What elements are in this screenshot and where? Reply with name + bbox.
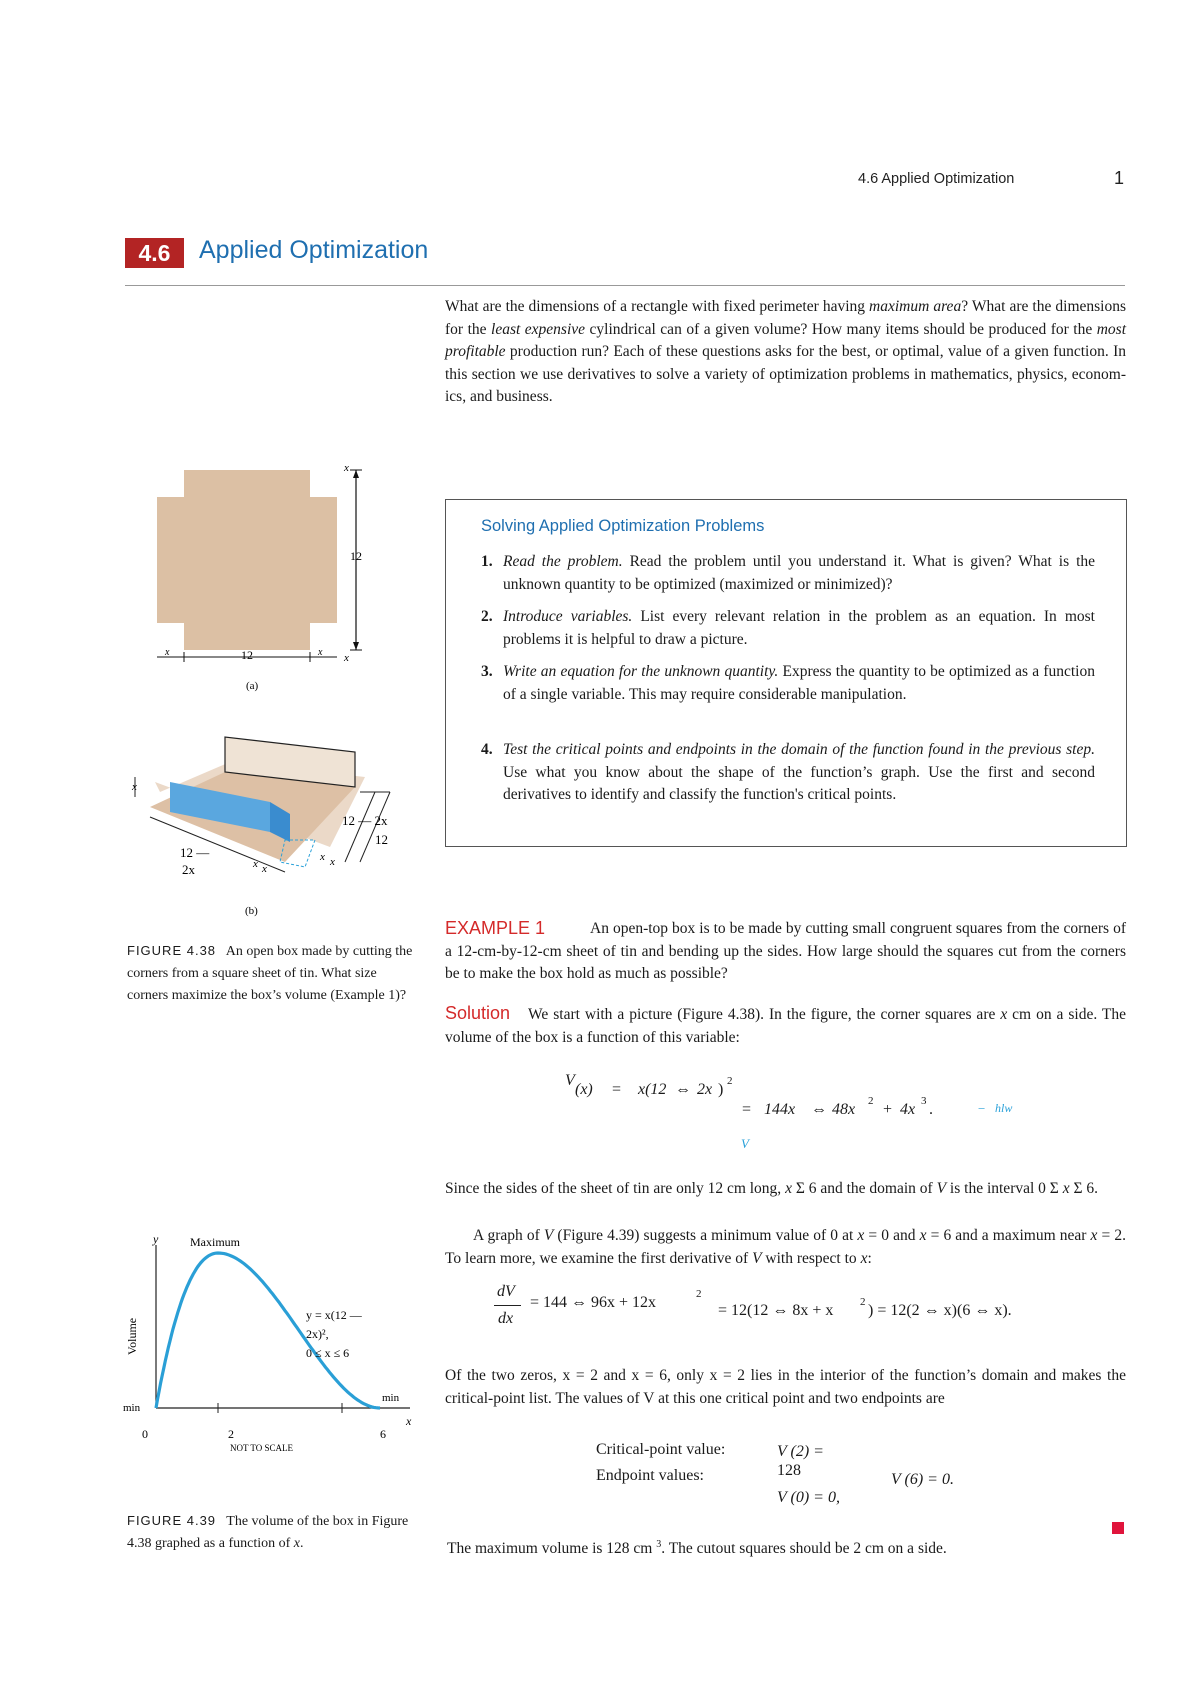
step-text: Use what you know about the shape of the function’s graph. Use the first and second derivatives to identify and classify the function's critical points.: [503, 763, 1095, 803]
label-x3: x: [320, 851, 325, 863]
p-text: is the interval 0 Σ: [946, 1180, 1063, 1197]
step-lead: Write an equation for the unknown quantity.: [503, 663, 779, 680]
step-number: 1.: [481, 553, 493, 570]
step-text: List every relevant relation in the problem as an equation. In most problems it is helpful to draw a picture.: [503, 608, 1095, 648]
deriv-rhs3: ) = 12(2 ⇔ x)(6 ⇔ x).: [868, 1302, 1012, 1319]
intro-emph-1: maximum area: [869, 298, 962, 315]
running-header-title: 4.6 Applied Optimization: [858, 171, 1015, 187]
eq-V: V: [565, 1072, 575, 1089]
step-number: 4.: [481, 741, 493, 758]
endpoint-v0: V (0) = 0,: [777, 1489, 840, 1506]
procedure-step-4: [481, 739, 1095, 807]
solution-label: Solution: [445, 1003, 511, 1023]
label-x-corner: x: [344, 652, 349, 664]
intro-paragraph: [445, 296, 1126, 409]
label-x4: x: [330, 856, 335, 868]
p-var: x: [860, 1249, 868, 1267]
corner-square: [310, 470, 337, 497]
eq-exp2b: 2: [868, 1095, 874, 1107]
caption-var-x: x: [293, 1536, 301, 1551]
eq-rhs2b: 48x: [832, 1101, 856, 1118]
critical-label: Critical-point value:: [596, 1441, 726, 1458]
endpoint-label: Endpoint values:: [596, 1467, 704, 1484]
corner-square: [157, 470, 184, 497]
final-text-2: . The cutout squares should be 2 cm on a side.: [661, 1540, 947, 1558]
final-answer: [447, 1539, 947, 1558]
label-x-height: x: [132, 781, 137, 793]
intro-emph-2: least expensive: [491, 320, 586, 338]
label-x2: x: [262, 863, 267, 875]
deriv-exp2: 2: [860, 1296, 866, 1308]
x-axis-label: x: [406, 1414, 412, 1428]
critical-value: V (2) =: [777, 1443, 824, 1460]
eq-op2: ⇔: [811, 1101, 827, 1118]
end-of-example-mark: [1112, 1522, 1124, 1534]
curve-equation-2: 2x)²,: [306, 1327, 329, 1341]
eq-dot: .: [929, 1101, 933, 1118]
deriv-denominator: dx: [498, 1310, 514, 1327]
eq-dash: −: [978, 1101, 986, 1116]
figure-438-caption: [127, 940, 417, 1007]
procedure-box-title: Solving Applied Optimization Problems: [481, 517, 765, 535]
step-number: 3.: [481, 663, 493, 680]
eq-rhs1: x(12: [638, 1081, 667, 1098]
deriv-rhs2: = 12(12 ⇔ 8x + x: [718, 1302, 834, 1319]
tick-label-2: 2: [228, 1427, 234, 1441]
step-lead: Test the critical points and endpoints in the domain of the function found in the previous step.: [503, 741, 1095, 758]
example-text: An open-top box is to be made by cutting small congruent squares from the corners of a 12-cm-by-12-cm sheet of tin and bending up the sides. How large should the squares cut from the corners be to make the box hold as much as possible?: [445, 920, 1126, 982]
figure-439-caption: [127, 1510, 417, 1555]
procedure-step-2: [481, 606, 1095, 651]
final-text-1: The maximum volume is 128 cm: [447, 1540, 657, 1558]
deriv-exp1: 2: [696, 1288, 702, 1300]
intro-text-4: production run? Each of these questions asks for the best, or optimal, value of a given function. In this section we use derivatives to solve a variety of optimization problems in mathematics, physics, econom- ics, and business.: [445, 343, 1126, 405]
label-x1: x: [253, 858, 258, 870]
procedure-step-3: [481, 661, 1095, 706]
intro-text-1: What are the dimensions of a rectangle with fixed perimeter having: [445, 298, 870, 315]
p-var: V: [543, 1227, 554, 1244]
fraction-bar: [494, 1305, 521, 1306]
final-exp: 3: [656, 1539, 662, 1550]
label-b: (b): [245, 905, 258, 917]
p-text: = 2. To learn more, we examine the first derivative of: [445, 1227, 1127, 1267]
step-text: Express the quantity to be optimized as a function of a single variable. This may require considerable manipulation.: [503, 663, 1095, 703]
label-side-12: 12: [350, 549, 362, 563]
intro-text-2: ? What are the dimensions for the: [445, 298, 1127, 338]
p-text: = 6 and a maximum near: [926, 1227, 1091, 1244]
p-text: = 0 and: [864, 1227, 920, 1244]
label-bottom-12: 12: [241, 648, 253, 662]
min-right-label: min: [382, 1392, 400, 1404]
p-var: V: [752, 1249, 762, 1267]
deriv-rhs1: = 144 ⇔ 96x + 12x: [530, 1294, 657, 1311]
arrowhead: [353, 642, 359, 650]
volume-axis-title: Volume: [125, 1317, 139, 1355]
domain-paragraph: [445, 1178, 1126, 1201]
eq-rhs1b: 2x: [697, 1081, 713, 1098]
label-12-minus: 12 —: [180, 845, 210, 860]
eq-plus: +: [883, 1101, 893, 1118]
eq-equals-2: =: [742, 1101, 752, 1118]
p-text: :: [867, 1249, 872, 1267]
caption-label: FIGURE 4.39: [127, 1513, 217, 1528]
volume-curve: [156, 1253, 380, 1408]
eq-rhs2: 144x: [764, 1101, 796, 1118]
eq-exp3: 3: [921, 1095, 927, 1107]
p-var: x: [785, 1180, 792, 1197]
eq-note: hlw: [995, 1101, 1013, 1115]
y-axis-label: y: [153, 1232, 159, 1246]
label-x-left: x: [165, 647, 170, 658]
eq-arg: (x): [575, 1081, 593, 1098]
endpoint-v6: V (6) = 0.: [891, 1471, 954, 1488]
page-number: 1: [1114, 168, 1125, 188]
eq-op1: ⇔: [675, 1081, 691, 1098]
p-text: (Figure 4.39) suggests a minimum value of 0 at: [553, 1227, 858, 1244]
caption-text: The volume of the box in Figure 4.38 graphed as a function of: [127, 1514, 409, 1551]
step-text: Read the problem until you understand it. What is given? What is the unknown quantity to be optimized (maximized or minimized)?: [503, 553, 1095, 593]
arrowhead: [353, 470, 359, 478]
step-number: 2.: [481, 608, 493, 625]
eq-exp2: 2: [727, 1075, 733, 1087]
label-x-right: x: [318, 647, 323, 658]
section-rule: [125, 285, 1125, 286]
p-text: Σ 6 and the domain of: [791, 1180, 937, 1197]
critical-value-number: 128: [777, 1462, 801, 1479]
intro-emph-3: most profitable: [445, 320, 1127, 360]
curve-equation-3: 0 ≤ x ≤ 6: [306, 1346, 350, 1360]
deriv-numerator: dV: [497, 1283, 515, 1300]
tick-label-0: 0: [142, 1427, 148, 1441]
tick-label-6: 6: [380, 1427, 386, 1441]
intro-text-3: cylindrical can of a given volume? How many items should be produced for the: [585, 320, 1097, 338]
p-text: Σ 6.: [1069, 1180, 1098, 1197]
example-label: EXAMPLE 1: [445, 918, 546, 938]
not-to-scale-note: NOT TO SCALE: [230, 1443, 294, 1453]
eq-equals-1: =: [612, 1081, 622, 1098]
p-var: V: [936, 1180, 947, 1197]
caption-text: An open box made by cutting the corners from a square sheet of tin. What size corners maximize the box’s volume (Example 1)?: [127, 944, 413, 1003]
corner-square: [310, 623, 337, 650]
label-a: (a): [246, 680, 259, 692]
corner-square: [157, 623, 184, 650]
step-lead: Introduce variables.: [503, 608, 633, 625]
figure-439-chart: [120, 1225, 430, 1475]
label-12-minus-2x: 12 — 2x: [342, 813, 388, 828]
procedure-step-1: [481, 551, 1095, 596]
step-lead: Read the problem.: [503, 553, 623, 570]
figure-438a: [150, 455, 380, 695]
caption-end: .: [300, 1536, 304, 1551]
graph-paragraph: [445, 1225, 1126, 1270]
p-text: A graph of: [473, 1227, 544, 1244]
zeros-paragraph: Of the two zeros, x = 2 and x = 6, only x = 2 lies in the interior of the function’s domain and makes the critical-point list. The values of V at this one critical point and two endpoints are: [445, 1367, 1126, 1407]
solution-var-x: x: [1000, 1006, 1008, 1023]
p-var: x: [1090, 1227, 1098, 1244]
p-var: x: [1062, 1180, 1070, 1197]
label-12-right: 12: [375, 832, 388, 847]
min-left-label: min: [123, 1402, 141, 1414]
label-x-top: x: [344, 462, 349, 474]
p-var: x: [919, 1227, 927, 1244]
section-number-badge: 4.6: [125, 238, 184, 268]
solution-text: [445, 1004, 1126, 1049]
p-var: x: [857, 1227, 865, 1244]
eq-rhs1c: ): [718, 1081, 724, 1098]
caption-label: FIGURE 4.38: [127, 943, 217, 958]
eq-vlabel: V: [741, 1136, 749, 1151]
solution-text-1: We start with a picture (Figure 4.38). In the figure, the corner squares are: [528, 1006, 1001, 1023]
curve-equation-1: y = x(12 —: [306, 1308, 362, 1322]
p-text: with respect to: [761, 1249, 861, 1267]
figure-438b: [130, 722, 430, 922]
label-2x: 2x: [182, 862, 195, 877]
section-title: Applied Optimization: [199, 236, 429, 264]
maximum-label: Maximum: [190, 1235, 240, 1249]
p-text: Since the sides of the sheet of tin are only 12 cm long,: [445, 1180, 786, 1197]
eq-rhs2c: 4x: [900, 1101, 916, 1118]
solution-text-2: cm on a side. The volume of the box is a function of this variable:: [445, 1006, 1126, 1046]
